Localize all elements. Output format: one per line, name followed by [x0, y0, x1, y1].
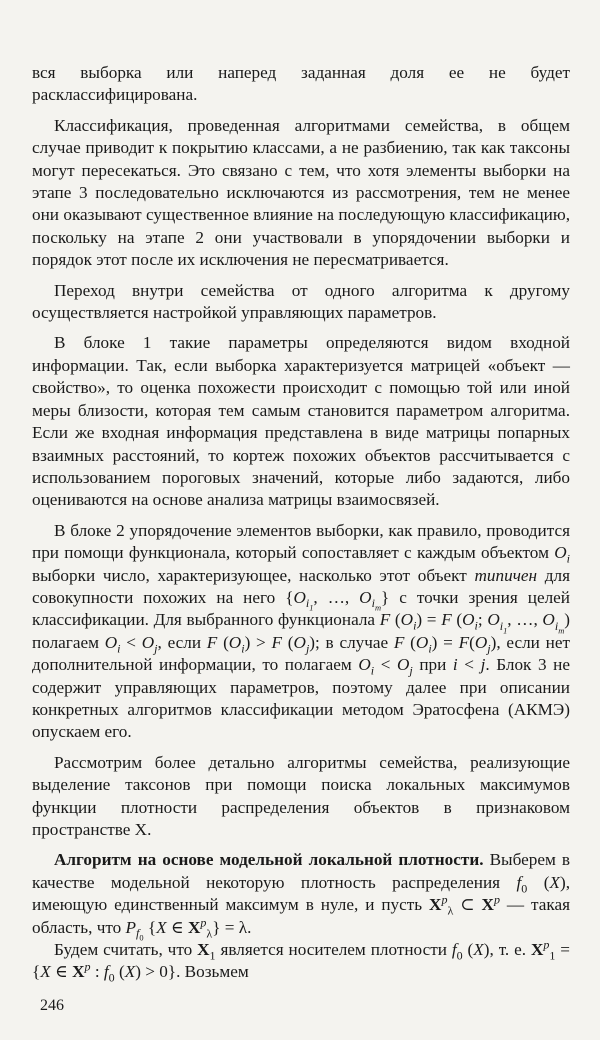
paragraph: Рассмотрим более детально алгоритмы семейства, реализующие выделение таксонов при помощи поиска локальных максимумов функции плотности распределения объектов в признаковом пространстве X. [32, 752, 570, 839]
paragraph-with-formulas: Будем считать, что $X_1$ является носителем плотности $f_0$ (X), т. е. $X^p_1 = \{X$ ∈ $X^p$ : $f_0$ (X) > 0}. Возьмем [32, 937, 571, 985]
section-heading: Алгоритм на основе модельной локальной плотности. [54, 850, 484, 870]
page-number: 246 [40, 997, 64, 1014]
paragraph-with-formulas: Алгоритм на основе модельной локальной плотности. Выберем в качестве модельной некоторую плотность распределения $f_0$ (X), имеющую единственный максимум в нуле, и пусть $X^p_\lambda$ ⊂ $X^p$ — такая область, что $P_{f_0}$ {X ∈ $X^p_\lambda\} = \lambda$. [32, 850, 570, 943]
paragraph-with-formulas: В блоке 2 упорядочение элементов выборки, как правило, проводится при помощи функционала, который сопоставляет с каждым объектом $O_i$ выборки число, характеризующее, насколько этот объект типичен для совокупности похожих на него {$O_{i_1}$, …, $O_{i_m}$} с точки зрения целей классификации. Для выбранного функционала F $(O_i) = F$ ($O_i$; $O_{i_1}$, …, $O_{i_m}$) полагаем $O_i < O_j$, если F $(O_i) > F$ $(O_j)$; в случае F $(O_i) = F(O_j)$, если нет дополнительной информации, то полагаем $O_i < O_j$ при i < j. Блок 3 не содержит управляющих параметров, поэтому далее при описании конкретных алгоритмов классификации методом Эратосфена (АКМЭ) опускаем его. [32, 520, 570, 742]
body-text [32, 62, 570, 984]
paragraph: Переход внутри семейства от одного алгоритма к другому осуществляется настройкой управляющих параметров. [32, 280, 570, 323]
paragraph: вся выборка или наперед заданная доля ее не будет расклассифицирована. [32, 63, 570, 105]
paragraph: Классификация, проведенная алгоритмами семейства, в общем случае приводит к покрытию классами, а не разбиению, так как таксоны могут пересекаться. Это связано с тем, что хотя элементы выборки на этапе 3 последовательно исключаются из рассмотрения, тем не менее они оказывают существенное влияние на последующую классификацию, поскольку на этапе 2 они участвовали в упорядочении выборки и порядок этот после их исключения не пересматривается. [32, 115, 570, 270]
paragraph: В блоке 1 такие параметры определяются видом входной информации. Так, если выборка характеризуется матрицей «объект — свойство», то оценка похожести происходит с помощью той или иной меры близости, которая тем самым становится параметром алгоритма. Если же входная информация представлена в виде матрицы попарных взаимных расстояний, то кортеж похожих объектов рассчитывается с использованием пороговых значений, которые либо задаются, либо оцениваются на основе анализа матрицы взаимосвязей. [32, 333, 570, 510]
